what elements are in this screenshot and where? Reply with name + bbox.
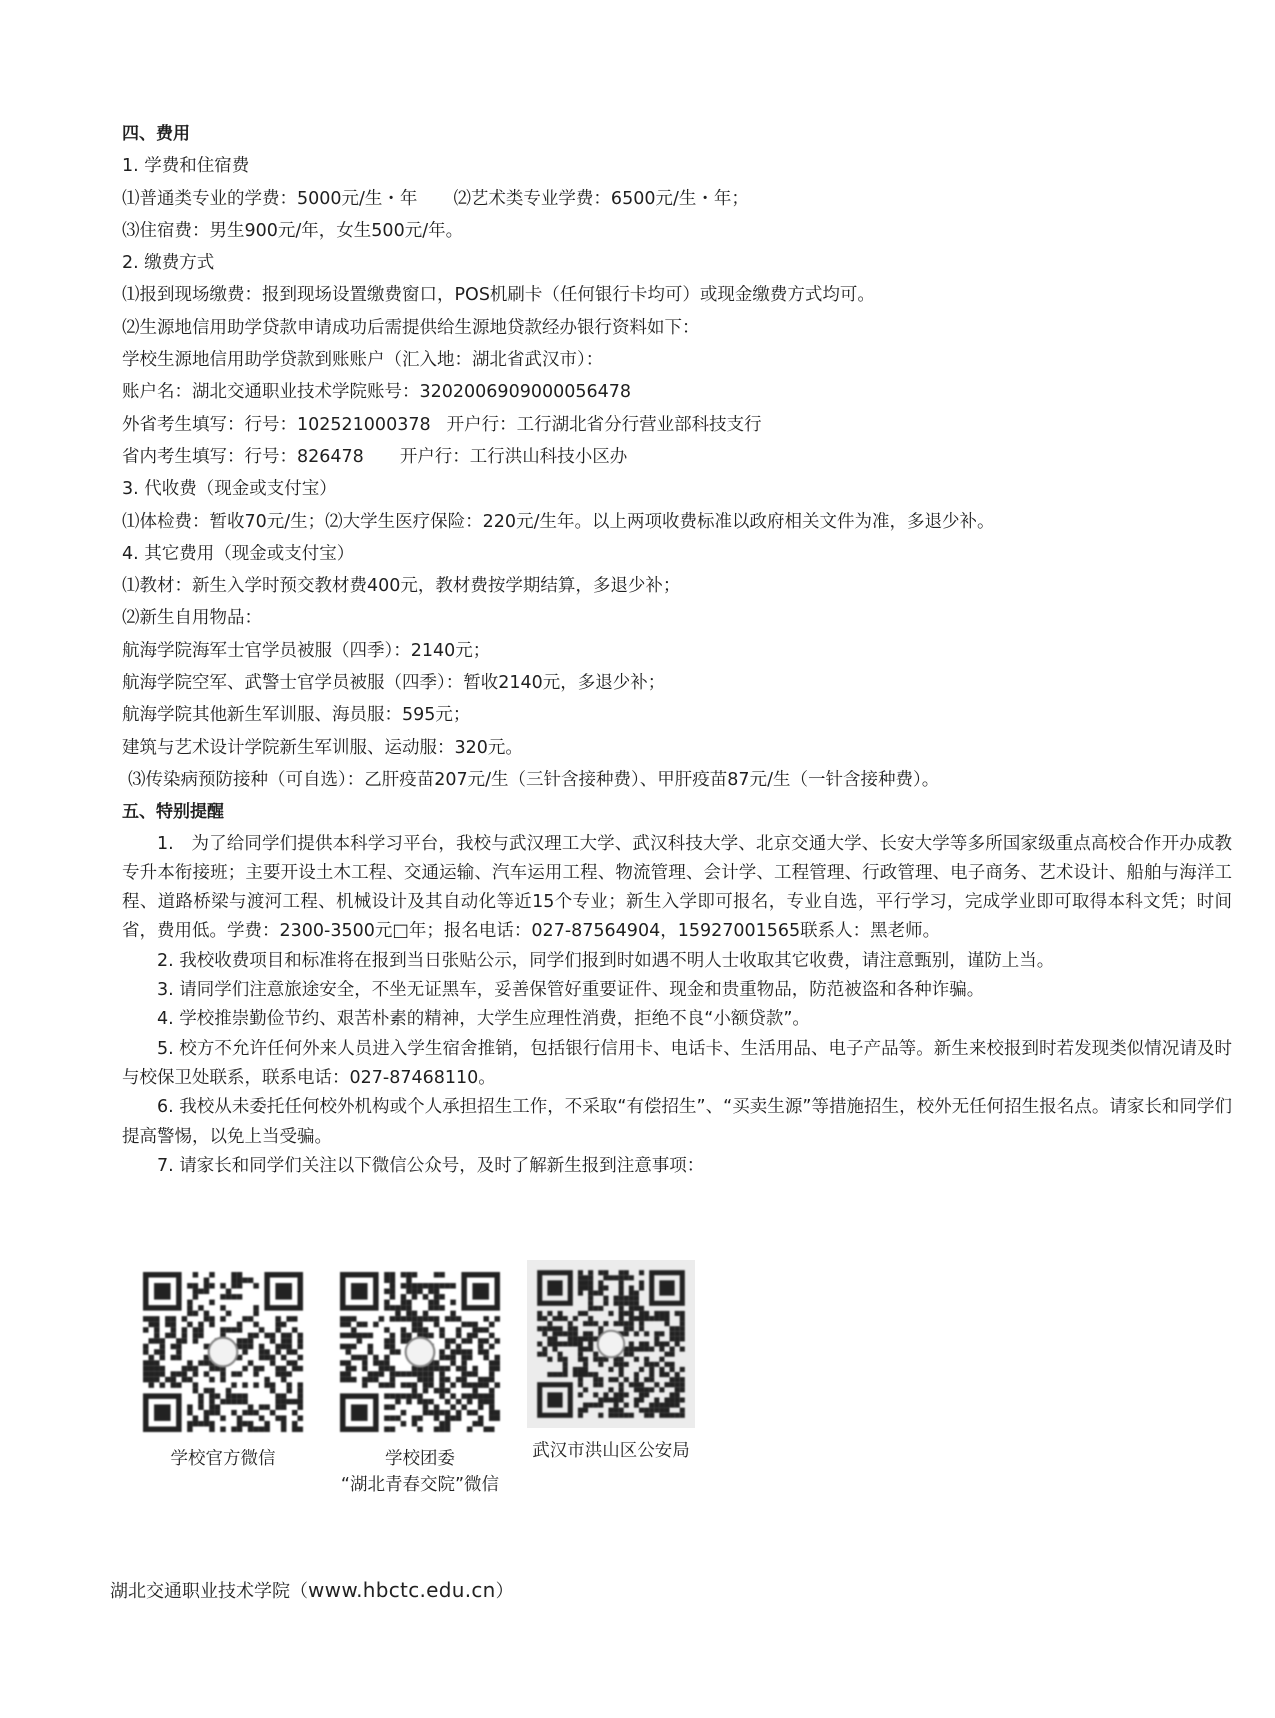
dorm-fee: ⑶住宿费：男生900元/年，女生500元/年。 [122,220,464,241]
subheading-other-fees: 4. 其它费用（现金或支付宝） [122,543,355,564]
qr-caption: 学校官方微信 [170,1449,276,1469]
qr-caption-line2: “湖北青春交院”微信 [340,1475,500,1495]
reminder-3: 3. 请同学们注意旅途安全，不坐无证黑车，妥善保管好重要证件、现金和贵重物品，防范被盗和各种诈骗。 [157,980,985,1001]
loan-account-intro: 学校生源地信用助学贷款到账账户（汇入地：湖北省武汉市）： [122,350,604,371]
reminder-4: 4. 学校推崇勤俭节约、艰苦朴素的精神，大学生应理性消费，拒绝不良“小额贷款”。 [157,1009,810,1030]
subheading-collection: 3. 代收费（现金或支付宝） [122,479,337,500]
collection-fees: ⑴体检费：暂收70元/生；⑵大学生医疗保险：220元/生年。以上两项收费标准以政府相关文件为准，多退少补。 [122,511,995,532]
subheading-payment: 2. 缴费方式 [122,253,215,274]
bank-branch-in: 开户行：工行洪山科技小区办 [399,446,628,467]
in-province-bank [122,441,1232,473]
qr-code-row [118,1272,718,1522]
qr-item-league [315,1272,525,1498]
qr-code-police-icon [527,1260,695,1428]
qr-caption: 武汉市洪山区公安局 [532,1441,690,1461]
personal-items: ⑵新生自用物品： [122,608,262,629]
textbook-fee: ⑴教材：新生入学时预交教材费400元，教材费按学期结算，多退少补； [122,576,681,597]
reminder-2: 2. 我校收费项目和标准将在报到当日张贴公示，同学们报到时如遇不明人士收取其它收费，请注意甄别，谨防上当。 [157,950,1055,971]
footer-url: www.hbctc.edu.cn [308,1578,496,1602]
footer-school-name: 湖北交通职业技术学院（ [110,1581,308,1602]
account-name: 账户名：湖北交通职业技术学院账号：3202006909000056478 [122,382,632,403]
out-of-province-bank [122,409,1232,441]
footer-close: ） [495,1581,514,1602]
navy-uniform: 航海学院海军士官学员被服（四季）：2140元； [122,640,491,661]
qr-caption [315,1446,525,1498]
reminder-7: 7. 请家长和同学们关注以下微信公众号，及时了解新生报到注意事项： [157,1155,705,1176]
tuition-line [122,183,1232,215]
payment-onsite: ⑴报到现场缴费：报到现场设置缴费窗口，POS机刷卡（任何银行卡均可）或现金缴费方式均可。 [122,285,875,306]
section-heading-fees: 四、费用 [122,124,190,144]
qr-code-official-icon [143,1272,303,1432]
qr-caption-line1: 学校团委 [385,1449,455,1469]
section-heading-reminders: 五、特别提醒 [122,802,224,823]
qr-code-league-icon [340,1272,500,1432]
bank-number-out: 外省考生填写：行号：102521000378 [122,414,431,435]
reminder-1: 1. 为了给同学们提供本科学习平台，我校与武汉理工大学、武汉科技大学、北京交通大学、长安大学等多所国家级重点高校合作开办成教专升本衔接班；主要开设土木工程、交通运输、汽车运用工程、物流管理、会计学、工程管理、行政管理、电子商务、艺术设计、船舶与海洋工程、道路桥梁与渡河工程、机械设计及其自动化等近15个专业；新生入学即可报名，专业自选，平行学习，完成学业即可取得本科文凭；时间省，费用低。学费：2300-3500元□年；报名电话：027-87564904，15927001565联系人：黑老师。 [122,833,1232,942]
document-body [122,118,1232,1181]
arch-uniform: 建筑与艺术设计学院新生军训服、运动服：320元。 [122,737,523,758]
tuition-general: ⑴普通类专业的学费：5000元/生・年 [122,188,418,209]
subheading-tuition: 1. 学费和住宿费 [122,156,250,177]
payment-loan: ⑵生源地信用助学贷款申请成功后需提供给生源地贷款经办银行资料如下： [122,317,700,338]
airforce-uniform: 航海学院空军、武警士官学员被服（四季）：暂收2140元，多退少补； [122,673,666,694]
qr-item-official [118,1272,328,1472]
bank-number-in: 省内考生填写：行号：826478 [122,446,364,467]
reminder-6: 6. 我校从未委托任何校外机构或个人承担招生工作，不采取“有偿招生”、“买卖生源”等措施招生，校外无任何招生报名点。请家长和同学们提高警惕，以免上当受骗。 [122,1097,1232,1147]
footer [110,1577,514,1603]
other-uniform: 航海学院其他新生军训服、海员服：595元； [122,705,471,726]
tuition-art: ⑵艺术类专业学费：6500元/生・年； [453,188,749,209]
reminder-5: 5. 校方不允许任何外来人员进入学生宿舍推销，包括银行信用卡、电话卡、生活用品、电子产品等。新生来校报到时若发现类似情况请及时与校保卫处联系，联系电话：027-87468110。 [122,1038,1232,1088]
vaccination: ⑶传染病预防接种（可自选）：乙肝疫苗207元/生（三针含接种费）、甲肝疫苗87元/生（一针含接种费）。 [128,769,940,790]
qr-item-police [506,1260,716,1464]
bank-branch-out: 开户行：工行湖北省分行营业部科技支行 [446,414,762,435]
